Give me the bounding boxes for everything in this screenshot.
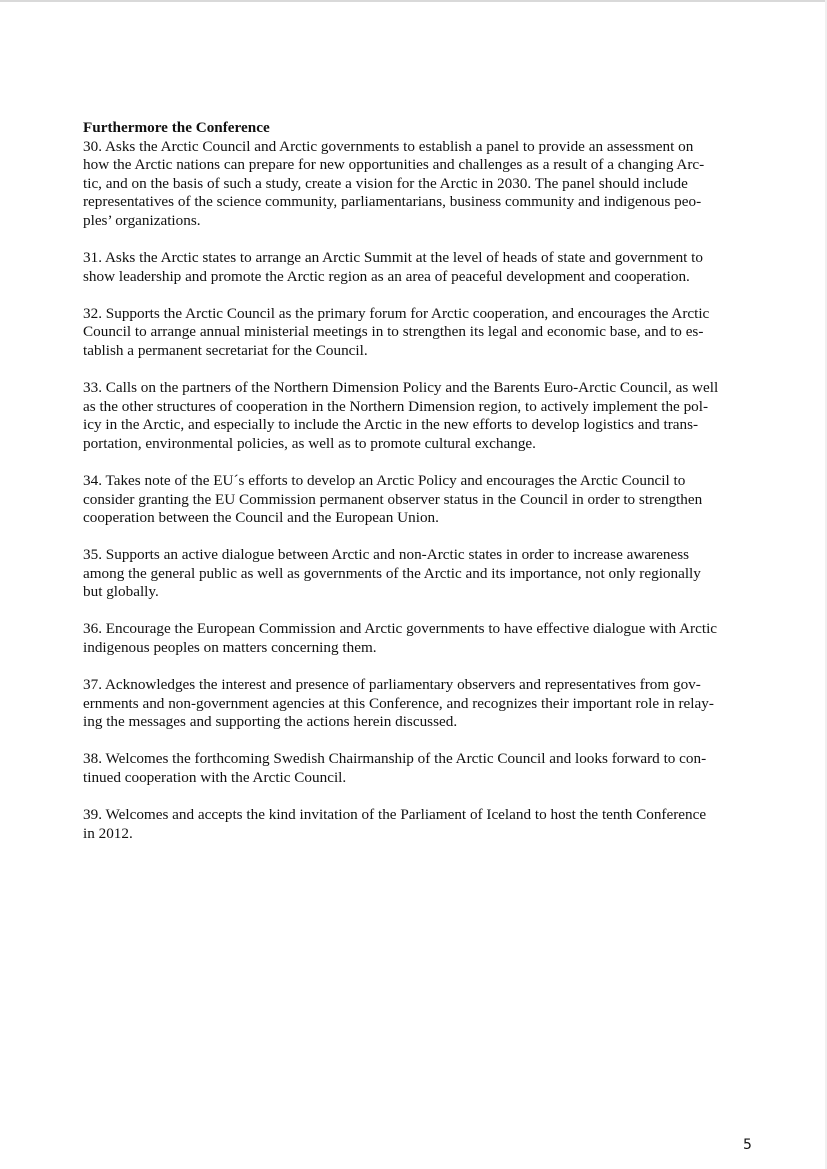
paragraph-line: 39. Welcomes and accepts the kind invitation of the Parliament of Iceland to host the tenth Conference: [83, 806, 707, 824]
paragraph-line: 35. Supports an active dialogue between Arctic and non-Arctic states in order to increase awareness: [83, 546, 690, 564]
paragraph-list: [83, 138, 758, 844]
paragraph: [83, 546, 758, 602]
paragraph-line: show leadership and promote the Arctic region as an area of peaceful development and cooperation.: [83, 267, 690, 285]
paragraph: [83, 676, 758, 732]
paragraph-line: 31. Asks the Arctic states to arrange an Arctic Summit at the level of heads of state and government to: [83, 249, 703, 267]
paragraph-line: as the other structures of cooperation in the Northern Dimension region, to actively implement the pol-: [83, 397, 709, 415]
paragraph-line: 36. Encourage the European Commission and Arctic governments to have effective dialogue with Arctic: [83, 620, 718, 638]
paragraph-line: representatives of the science community, parliamentarians, business community and indigenous peo-: [83, 193, 702, 211]
paragraph-line: 32. Supports the Arctic Council as the primary forum for Arctic cooperation, and encourages the Arctic: [83, 304, 710, 322]
paragraph-line: tic, and on the basis of such a study, create a vision for the Arctic in 2030. The panel should include: [83, 174, 688, 192]
paragraph-line: in 2012.: [83, 824, 133, 842]
paragraph-line: ples’ organizations.: [83, 211, 201, 229]
paragraph-line: 34. Takes note of the EU´s efforts to develop an Arctic Policy and encourages the Arctic Council to: [83, 471, 686, 489]
document-body: [83, 119, 758, 862]
paragraph-line: 33. Calls on the partners of the Northern Dimension Policy and the Barents Euro-Arctic Council, as well: [83, 379, 719, 397]
paragraph: [83, 620, 758, 657]
paragraph-line: among the general public as well as governments of the Arctic and its importance, not only regionally: [83, 564, 701, 582]
paragraph: [83, 806, 758, 843]
paragraph: [83, 750, 758, 787]
paragraph: [83, 472, 758, 528]
section-heading: Furthermore the Conference: [83, 119, 270, 136]
paragraph-line: but globally.: [83, 583, 159, 601]
page-top-border: [0, 0, 827, 2]
paragraph-line: tablish a permanent secretariat for the Council.: [83, 341, 368, 359]
paragraph-line: indigenous peoples on matters concerning them.: [83, 639, 377, 657]
paragraph-line: 37. Acknowledges the interest and presence of parliamentary observers and representatives from gov-: [83, 676, 701, 694]
page-number: 5: [743, 1137, 752, 1153]
paragraph-line: 38. Welcomes the forthcoming Swedish Chairmanship of the Arctic Council and looks forward to con-: [83, 750, 707, 768]
paragraph-line: icy in the Arctic, and especially to include the Arctic in the new efforts to develop logistics and trans-: [83, 416, 699, 434]
paragraph: [83, 138, 758, 231]
paragraph: [83, 379, 758, 453]
paragraph-line: Council to arrange annual ministerial meetings in to strengthen its legal and economic base, and to es-: [83, 323, 704, 341]
paragraph: [83, 249, 758, 286]
paragraph-line: consider granting the EU Commission permanent observer status in the Council in order to strengthen: [83, 490, 703, 508]
paragraph: [83, 305, 758, 361]
paragraph-line: cooperation between the Council and the European Union.: [83, 509, 439, 527]
paragraph-line: how the Arctic nations can prepare for new opportunities and challenges as a result of a changing Arc-: [83, 156, 705, 174]
paragraph-line: 30. Asks the Arctic Council and Arctic governments to establish a panel to provide an assessment on: [83, 137, 694, 155]
paragraph-line: portation, environmental policies, as well as to promote cultural exchange.: [83, 434, 536, 452]
paragraph-line: tinued cooperation with the Arctic Council.: [83, 769, 347, 787]
paragraph-line: ernments and non-government agencies at this Conference, and recognizes their important role in relay-: [83, 694, 714, 712]
paragraph-line: ing the messages and supporting the actions herein discussed.: [83, 713, 458, 731]
